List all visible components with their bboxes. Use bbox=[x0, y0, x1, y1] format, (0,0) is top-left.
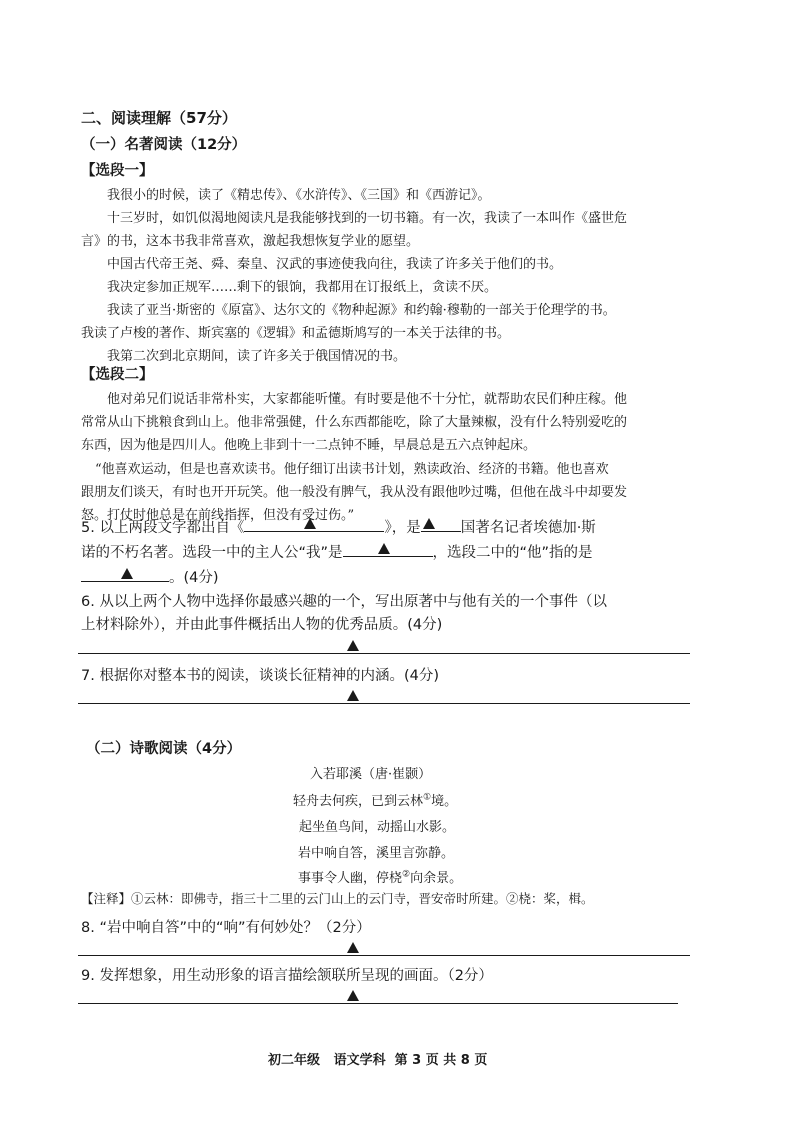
answer-marker-icon bbox=[423, 518, 435, 529]
excerpt2-line: “他喜欢运动，但是也喜欢读书。他仔细订出读书计划，熟读政治、经济的书籍。他也喜欢 bbox=[95, 462, 609, 477]
answer-line-q8[interactable] bbox=[78, 955, 690, 956]
answer-line-q7[interactable] bbox=[78, 703, 690, 704]
excerpt1-line: 我读了亚当·斯密的《原富》、达尔文的《物种起源》和约翰·穆勒的一部关于伦理学的书。 bbox=[107, 303, 616, 318]
poem-line: 事事令人幽，停桡②向余景。 bbox=[298, 869, 463, 886]
excerpt2-line: 东西，因为他是四川人。他晚上非到十一二点钟不睡，早晨总是五六点钟起床。 bbox=[81, 438, 537, 453]
excerpt1-line: 我第二次到北京期间，读了许多关于俄国情况的书。 bbox=[107, 349, 407, 364]
excerpt2-line: 常常从山下挑粮食到山上。他非常强健，什么东西都能吃，除了大量辣椒，没有什么特别爱吃的 bbox=[81, 415, 628, 430]
answer-marker-icon bbox=[347, 690, 359, 701]
poem-line: 起坐鱼鸟间，动摇山水影。 bbox=[299, 820, 456, 835]
poem-line: 岩中响自答，溪里言弥静。 bbox=[298, 846, 455, 861]
question-6-line1: 6. 从以上两个人物中选择你最感兴趣的一个，写出原著中与他有关的一个事件（以 bbox=[81, 594, 607, 610]
poem-note: 【注释】①云林：即佛寺，指三十二里的云门山上的云门寺，晋安帝时所建。②桡：桨，楫。 bbox=[81, 891, 594, 906]
question-8: 8. “岩中响自答”中的“响”有何妙处？（2分） bbox=[81, 920, 371, 936]
q5-text: 国著名记者埃德加·斯 bbox=[460, 520, 596, 536]
excerpt1-line: 我很小的时候，读了《精忠传》、《水浒传》、《三国》和《西游记》。 bbox=[107, 188, 491, 203]
part1-title: （一）名著阅读（12分） bbox=[81, 137, 247, 153]
excerpt1-label: 【选段一】 bbox=[81, 163, 154, 179]
q5-text: 》，是 bbox=[384, 520, 421, 536]
answer-marker-icon bbox=[378, 543, 390, 554]
excerpt1-line: 言》的书，这本书我非常喜欢，激起我想恢复学业的愿望。 bbox=[81, 234, 420, 249]
poem-line: 轻舟去何疾，已到云林①境。 bbox=[293, 792, 458, 809]
excerpt1-line: 我决定参加正规军……剩下的银饷，我都用在订报纸上，贪读不厌。 bbox=[107, 280, 498, 295]
question-5-line3 bbox=[81, 565, 219, 587]
answer-marker-icon bbox=[347, 942, 359, 953]
excerpt1-line: 中国古代帝王尧、舜、秦皇、汉武的事迹使我向往，我读了许多关于他们的书。 bbox=[107, 257, 563, 272]
question-9: 9. 发挥想象，用生动形象的语言描绘颔联所呈现的画面。（2分） bbox=[81, 968, 493, 984]
answer-marker-icon bbox=[304, 518, 316, 529]
excerpt2-line: 跟朋友们谈天，有时也开开玩笑。他一般没有脾气，我从没有跟他吵过嘴，但他在战斗中却要发 bbox=[81, 485, 628, 500]
q5-text: ，选段二中的“他”指的是 bbox=[432, 545, 593, 561]
q5-text: 。(4分) bbox=[169, 570, 219, 586]
part2-title: （二）诗歌阅读（4分） bbox=[86, 741, 242, 757]
question-5-line1 bbox=[81, 515, 596, 537]
page-footer: 初二年级 语文学科 第 3 页 共 8 页 bbox=[268, 1053, 488, 1068]
q5-blank-he[interactable] bbox=[81, 565, 169, 582]
answer-marker-icon bbox=[121, 568, 133, 579]
question-6-line2: 上材料除外），并由此事件概括出人物的优秀品质。(4分) bbox=[81, 617, 443, 633]
section-title: 二、阅读理解（57分） bbox=[81, 109, 237, 127]
answer-line-q6[interactable] bbox=[78, 653, 690, 654]
poem-title: 入若耶溪（唐·崔颢） bbox=[310, 767, 432, 782]
excerpt2-line: 他对弟兄们说话非常朴实，大家都能听懂。有时要是他不十分忙，就帮助农民们种庄稼。他 bbox=[107, 392, 628, 407]
excerpt2-line: 怒。打仗时他总是在前线指挥，但没有受过伤。” bbox=[81, 508, 355, 523]
q5-blank-book[interactable] bbox=[244, 515, 384, 532]
answer-marker-icon bbox=[347, 990, 359, 1001]
excerpt1-line: 十三岁时，如饥似渴地阅读凡是我能够找到的一切书籍。有一次，我读了一本叫作《盛世危 bbox=[107, 211, 628, 226]
excerpt2-label: 【选段二】 bbox=[81, 367, 154, 383]
q5-text: 5. 以上两段文字都出自《 bbox=[81, 520, 245, 536]
answer-marker-icon bbox=[347, 640, 359, 651]
q5-text: 诺的不朽名著。选段一中的主人公“我”是 bbox=[81, 545, 343, 561]
q5-blank-country[interactable] bbox=[421, 515, 461, 532]
excerpt1-line: 我读了卢梭的著作、斯宾塞的《逻辑》和孟德斯鸠写的一本关于法律的书。 bbox=[81, 326, 511, 341]
q5-blank-me[interactable] bbox=[343, 540, 433, 557]
question-7: 7. 根据你对整本书的阅读，谈谈长征精神的内涵。(4分) bbox=[81, 668, 439, 684]
answer-line-q9[interactable] bbox=[78, 1003, 678, 1004]
question-5-line2 bbox=[81, 540, 593, 562]
